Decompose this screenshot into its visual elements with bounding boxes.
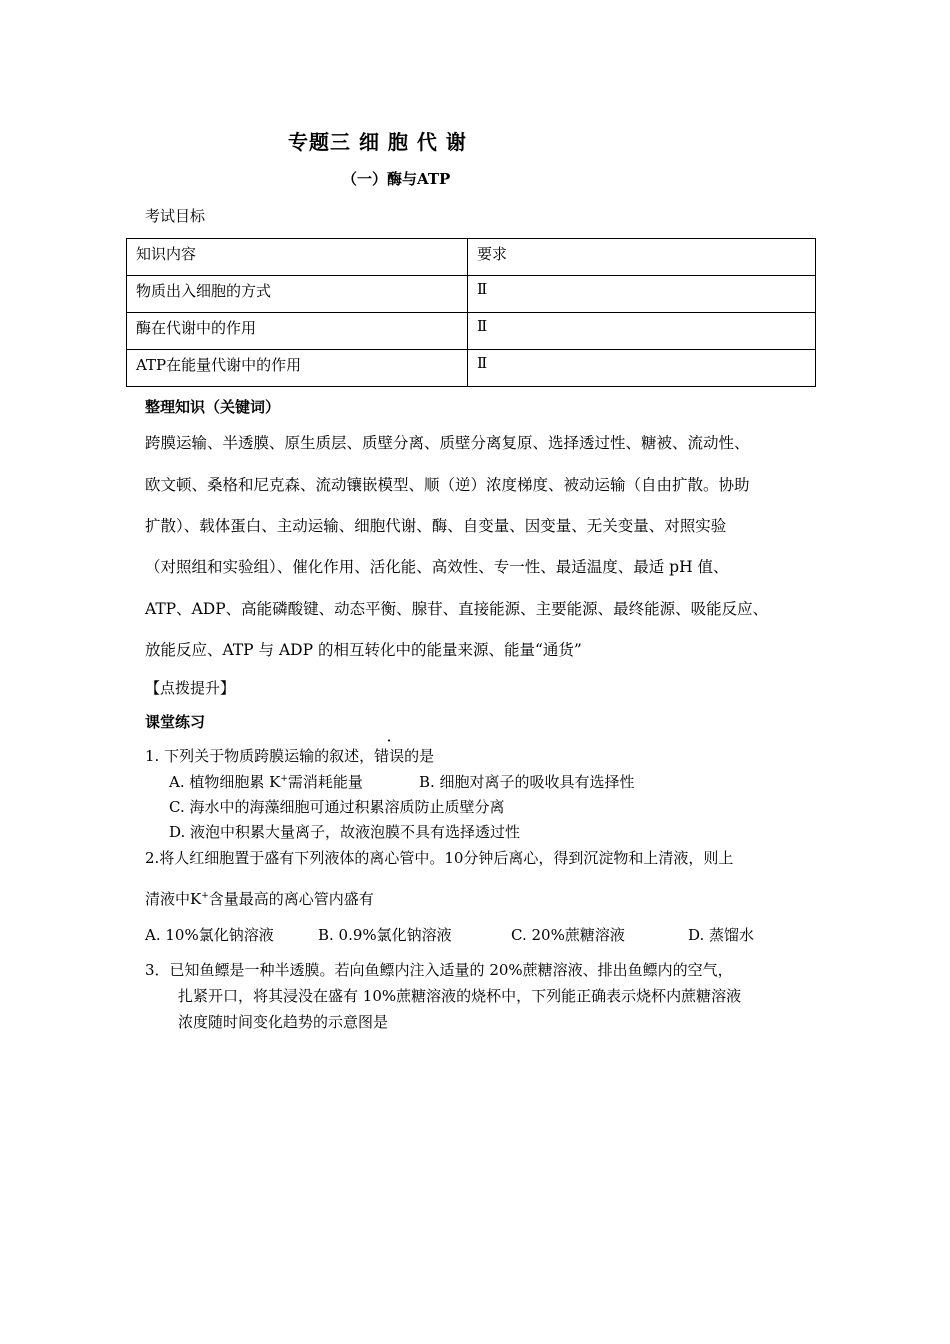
question-1-option-d: D. 液泡中积累大量离子，故液泡膜不具有选择透过性 xyxy=(169,823,521,841)
option-text: A. 植物细胞累 K xyxy=(169,773,281,791)
question-1-option-c: C. 海水中的海藻细胞可通过积累溶质防止质壁分离 xyxy=(169,798,505,816)
superscript: + xyxy=(201,891,209,901)
table-cell: Ⅱ xyxy=(468,350,816,387)
table-row xyxy=(127,313,816,350)
keywords-heading: 整理知识（关键词） xyxy=(145,398,281,416)
page-title: 专题三 细 胞 代 谢 xyxy=(288,130,467,154)
table-cell: 物质出入细胞的方式 xyxy=(127,276,468,313)
question-2-line xyxy=(145,888,374,909)
question-1-stem-text: 1. 下列关于物质跨膜运输的叙述， xyxy=(145,747,375,765)
tip-heading: 【点拨提升】 xyxy=(145,679,236,697)
question-1-stem xyxy=(145,745,434,766)
keywords-line: 扩散）、载体蛋白、主动运输、细胞代谢、酶、自变量、因变量、无关变量、对照实验 xyxy=(145,517,727,535)
emphasis-word: 错误 xyxy=(374,747,405,765)
question-2-text: 含量最高的离心管内盛有 xyxy=(208,890,374,908)
question-3-line: 3．已知鱼鳔是一种半透膜。若向鱼鳔内注入适量的 20%蔗糖溶液、排出鱼鳔内的空气， xyxy=(145,961,733,979)
question-2-option-d: D. 蒸馏水 xyxy=(688,926,755,944)
question-3-line: 扎紧开口，将其浸没在盛有 10%蔗糖溶液的烧杯中，下列能正确表示烧杯内蔗糖溶液 xyxy=(178,987,742,1005)
question-3-line: 浓度随时间变化趋势的示意图是 xyxy=(178,1013,389,1031)
section-subtitle: （一）酶与ATP xyxy=(342,170,451,188)
table-header-row xyxy=(127,239,816,276)
question-1-stem-end: 的是 xyxy=(404,747,435,765)
table-cell: ATP在能量代谢中的作用 xyxy=(127,350,468,387)
table-header-cell: 要求 xyxy=(468,239,816,276)
table-cell: 酶在代谢中的作用 xyxy=(127,313,468,350)
keywords-line: （对照组和实验组）、催化作用、活化能、高效性、专一性、最适温度、最适 pH 值、 xyxy=(145,558,729,576)
superscript: + xyxy=(280,774,288,784)
keywords-line: 欧文顿、桑格和尼克森、流动镶嵌模型、顺（逆）浓度梯度、被动运输（自由扩散。协助 xyxy=(145,476,750,494)
keywords-line: ATP、ADP、高能磷酸键、动态平衡、腺苷、直接能源、主要能源、最终能源、吸能反应、 xyxy=(145,600,769,618)
practice-heading: 课堂练习 xyxy=(145,713,206,731)
exam-goals-label: 考试目标 xyxy=(145,207,206,225)
option-text: 需消耗能量 xyxy=(287,773,363,791)
table-cell: Ⅱ xyxy=(468,276,816,313)
question-2-option-c: C. 20%蔗糖溶液 xyxy=(511,926,625,944)
question-1-option-b: B. 细胞对离子的吸收具有选择性 xyxy=(419,773,635,791)
table-cell: Ⅱ xyxy=(468,313,816,350)
question-2-option-b: B. 0.9%氯化钠溶液 xyxy=(318,926,452,944)
question-1-option-a xyxy=(169,771,363,792)
question-2-line: 2.将人红细胞置于盛有下列液体的离心管中。10分钟后离心，得到沉淀物和上清液，则上 xyxy=(145,849,734,867)
requirements-table xyxy=(126,238,816,387)
question-2-text: 清液中K xyxy=(145,890,202,908)
table-row xyxy=(127,276,816,313)
table-row xyxy=(127,350,816,387)
table-header-cell: 知识内容 xyxy=(127,239,468,276)
question-2-option-a: A. 10%氯化钠溶液 xyxy=(145,926,274,944)
keywords-line: 放能反应、ATP 与 ADP 的相互转化中的能量来源、能量“通货” xyxy=(145,641,582,659)
keywords-line: 跨膜运输、半透膜、原生质层、质壁分离、质壁分离复原、选择透过性、糖被、流动性、 xyxy=(145,434,750,452)
